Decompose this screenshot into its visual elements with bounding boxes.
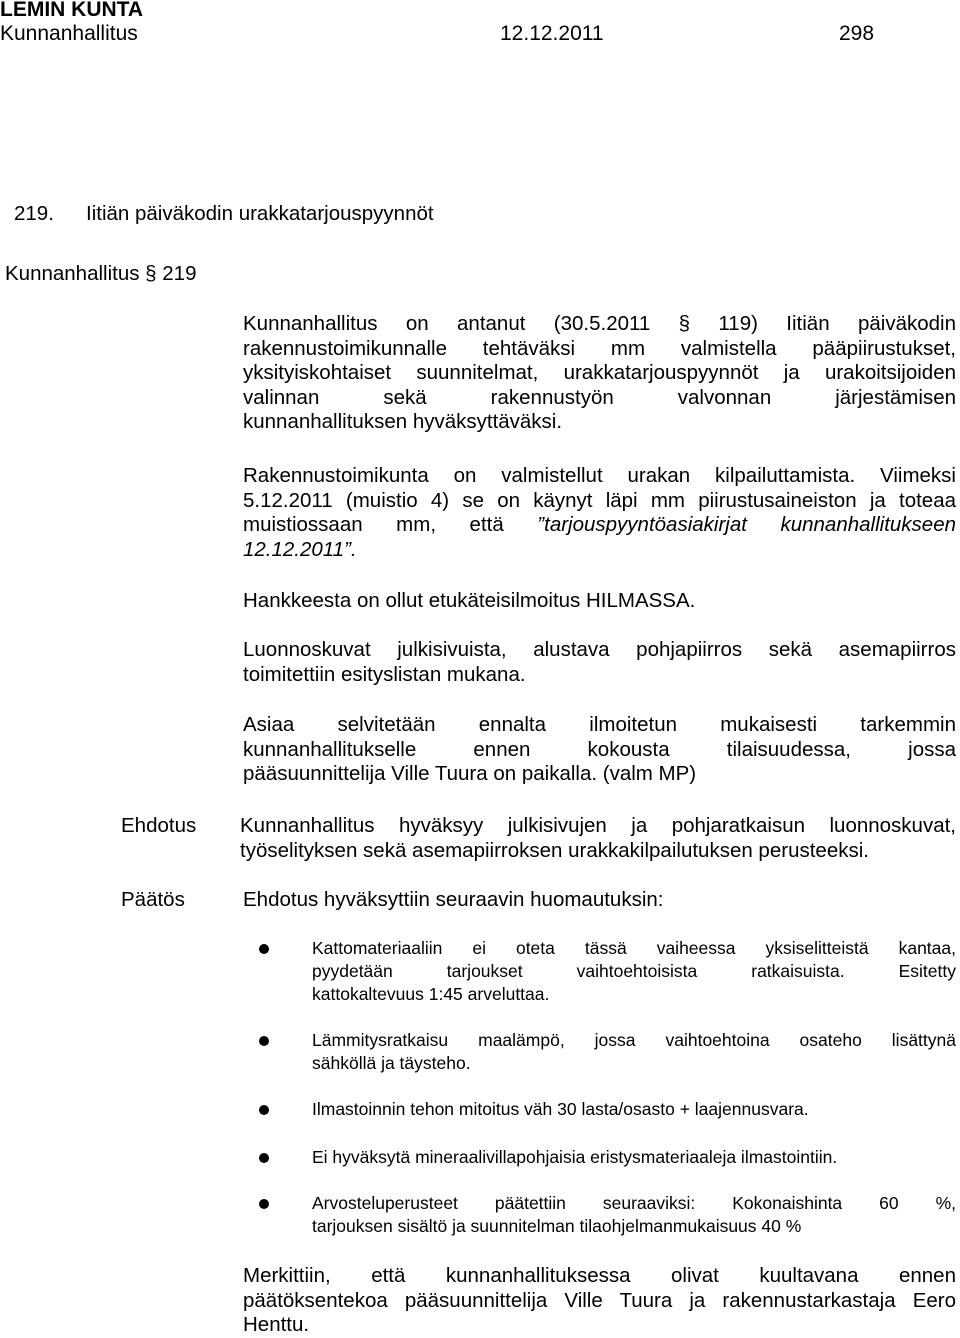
proposal-line: työselityksen sekä asemapiirroksen urakkakilpailutuksen perusteeksi. bbox=[240, 838, 869, 862]
paragraph-2 bbox=[243, 464, 956, 562]
paragraph-line bbox=[243, 538, 956, 563]
proposal-label: Ehdotus bbox=[121, 814, 197, 837]
list-item-line: Lämmitysratkaisu maalämpö, jossa vaihtoehtoina osateho lisättynä bbox=[312, 1030, 956, 1050]
list-item bbox=[259, 937, 956, 1006]
paragraph-3 bbox=[243, 589, 956, 614]
paragraph-line: Henttu. bbox=[243, 1313, 310, 1337]
paragraph-line: kunnanhallitukselle ennen kokousta tilaisuudessa, jossa bbox=[243, 737, 956, 761]
section-title: Iitiän päiväkodin urakkatarjouspyynnöt bbox=[86, 202, 434, 225]
bullet-icon bbox=[259, 1105, 269, 1115]
list-item-line: Arvosteluperusteet päätettiin seuraaviksi: Kokonaishinta 60 %, bbox=[312, 1193, 956, 1213]
paragraph-line: Asiaa selvitetään ennalta ilmoitetun mukaisesti tarkemmin bbox=[243, 713, 956, 736]
paragraph-text: muistiossaan mm, että bbox=[243, 513, 538, 537]
paragraph-4 bbox=[243, 638, 956, 687]
meeting-date: 12.12.2011 bbox=[500, 22, 604, 45]
bullet-icon bbox=[259, 1199, 269, 1209]
list-item-line: Kattomateriaaliin ei oteta tässä vaiheessa yksiselitteistä kantaa, bbox=[312, 938, 956, 958]
paragraph-line: Hankkeesta on ollut etukäteisilmoitus HILMASSA. bbox=[243, 589, 696, 612]
paragraph-line: Luonnoskuvat julkisivuista, alustava pohjapiirros sekä asemapiirros bbox=[243, 638, 956, 661]
paragraph-line: päätöksentekoa pääsuunnittelija Ville Tuura ja rakennustarkastaja Eero bbox=[243, 1288, 956, 1312]
meeting-body: Kunnanhallitus bbox=[0, 22, 138, 45]
paragraph-line: valinnan sekä rakennustyön valvonnan järjestämisen bbox=[243, 385, 956, 409]
section-ref: Kunnanhallitus § 219 bbox=[5, 262, 197, 285]
list-item-line: pyydetään tarjoukset vaihtoehtoisista ratkaisuista. Esitetty bbox=[312, 961, 956, 981]
list-item-line: sähköllä ja täysteho. bbox=[312, 1053, 471, 1073]
paragraph-1 bbox=[243, 312, 956, 435]
list-item-line: kattokaltevuus 1:45 arveluttaa. bbox=[312, 984, 550, 1004]
closing-paragraph bbox=[243, 1264, 956, 1338]
list-item bbox=[259, 1098, 956, 1121]
list-item bbox=[259, 1029, 956, 1075]
paragraph-line: rakennustoimikunnalle tehtäväksi mm valmistella pääpiirustukset, bbox=[243, 336, 956, 360]
list-item-line: Ei hyväksytä mineraalivillapohjaisia eristysmateriaaleja ilmastointiin. bbox=[312, 1147, 838, 1167]
quote-text: ”tarjouspyyntöasiakirjat kunnanhallitukseen bbox=[537, 513, 956, 537]
bullet-icon bbox=[259, 944, 269, 954]
page-number: 298 bbox=[839, 22, 875, 45]
org-name: LEMIN KUNTA bbox=[0, 0, 144, 21]
bullet-icon bbox=[259, 1153, 269, 1163]
paragraph-line: kunnanhallituksen hyväksyttäväksi. bbox=[243, 410, 563, 434]
proposal-text bbox=[240, 814, 956, 863]
paragraph-line: Rakennustoimikunta on valmistellut urakan kilpailuttamista. Viimeksi bbox=[243, 464, 956, 487]
decision-intro: Ehdotus hyväksyttiin seuraavin huomautuksin: bbox=[243, 888, 664, 911]
paragraph-line bbox=[243, 513, 956, 538]
bullet-icon bbox=[259, 1036, 269, 1046]
decision-label: Päätös bbox=[121, 888, 185, 911]
section-number: 219. bbox=[14, 202, 54, 225]
paragraph-line: 5.12.2011 (muistio 4) se on käynyt läpi mm piirustusaineiston ja toteaa bbox=[243, 488, 956, 512]
quote-text: 12.12.2011”. bbox=[243, 537, 357, 561]
paragraph-line: pääsuunnittelija Ville Tuura on paikalla. (valm MP) bbox=[243, 762, 697, 786]
list-item bbox=[259, 1192, 956, 1238]
paragraph-line: yksityiskohtaiset suunnitelmat, urakkatarjouspyynnöt ja urakoitsijoiden bbox=[243, 361, 956, 385]
proposal-line: Kunnanhallitus hyväksyy julkisivujen ja pohjaratkaisun luonnoskuvat, bbox=[240, 814, 956, 837]
paragraph-line: Kunnanhallitus on antanut (30.5.2011 § 119) Iitiän päiväkodin bbox=[243, 312, 956, 335]
list-item-line: Ilmastoinnin tehon mitoitus väh 30 lasta/osasto + laajennusvara. bbox=[312, 1099, 809, 1119]
list-item-line: tarjouksen sisältö ja suunnitelman tilaohjelmanmukaisuus 40 % bbox=[312, 1216, 802, 1236]
paragraph-line: Merkittiin, että kunnanhallituksessa olivat kuultavana ennen bbox=[243, 1264, 956, 1287]
list-item bbox=[259, 1146, 956, 1169]
paragraph-line: toimitettiin esityslistan mukana. bbox=[243, 662, 526, 686]
paragraph-5 bbox=[243, 713, 956, 787]
